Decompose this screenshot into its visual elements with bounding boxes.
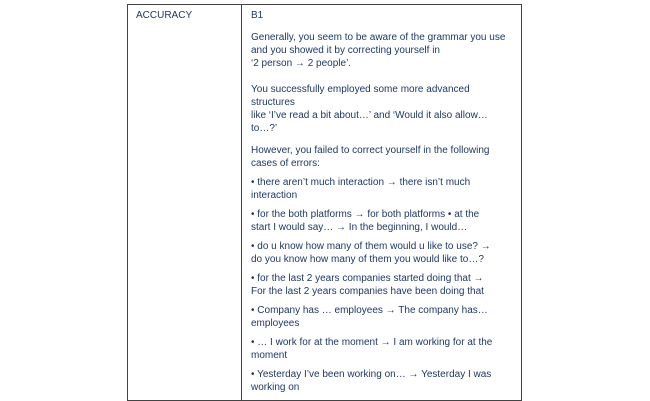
error-item: [251, 336, 515, 362]
text-line: • Company has … employees → The company has…: [251, 305, 488, 316]
error-item: [251, 240, 515, 266]
text-line: • Yesterday I’ve been working on… → Yesterday I was: [251, 369, 492, 380]
assessment-table: [127, 4, 522, 401]
text-line: employees: [251, 318, 300, 329]
text-line: working on: [251, 382, 300, 393]
text-line: For the last 2 years companies have been doing that: [251, 286, 484, 297]
text-line: You successfully employed some more advanced structures: [251, 84, 470, 108]
error-item: [251, 272, 515, 298]
error-item: [251, 368, 515, 394]
feedback-paragraph: [251, 144, 515, 170]
feedback-cell: [242, 5, 522, 401]
text-line: and you showed it by correcting yourself in: [251, 45, 440, 56]
error-item: [251, 304, 515, 330]
text-line: do you know how many of them you would like to…?: [251, 254, 484, 265]
text-line: ‘2 person → 2 people’.: [251, 58, 352, 69]
text-line: • there aren’t much interaction → there isn’t much: [251, 177, 471, 188]
feedback-paragraph: [251, 31, 515, 70]
criterion-label: ACCURACY: [136, 10, 193, 21]
error-item: [251, 208, 515, 234]
text-line: • for the both platforms → for both platforms • at the: [251, 209, 480, 220]
text-line: moment: [251, 350, 288, 361]
table-row: [128, 5, 522, 401]
text-line: Generally, you seem to be aware of the grammar you use: [251, 32, 506, 43]
text-line: • for the last 2 years companies started doing that →: [251, 273, 484, 284]
criterion-cell: [128, 5, 242, 401]
text-line: However, you failed to correct yourself in the following: [251, 145, 490, 156]
text-line: cases of errors:: [251, 158, 320, 169]
error-item: [251, 176, 515, 202]
text-line: start I would say… → In the beginning, I would…: [251, 222, 468, 233]
text-line: • do u know how many of them would u like to use? →: [251, 241, 491, 252]
feedback-paragraph: [251, 83, 515, 135]
text-line: • … I work for at the moment → I am working for at the: [251, 337, 493, 348]
text-line: interaction: [251, 190, 298, 201]
level-label: B1: [251, 10, 264, 21]
text-line: like ‘I’ve read a bit about…’ and ‘Would it also allow… to…?’: [251, 110, 488, 134]
